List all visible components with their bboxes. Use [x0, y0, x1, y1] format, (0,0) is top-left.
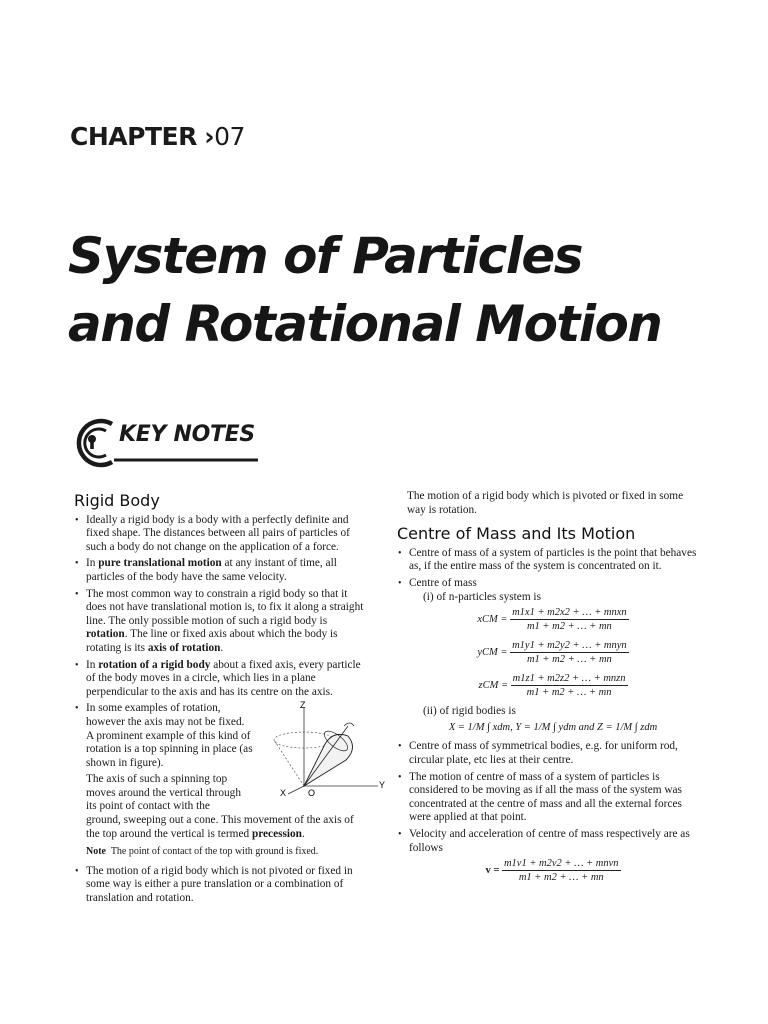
rigid-body-equation: X = 1/M ∫ xdm, Y = 1/M ∫ ydm and Z = 1/M ∫ zdm — [448, 721, 658, 733]
list-item: • Ideally a rigid body is a body with a perfectly definite and fixed shape. The distances between all pairs of particles of such a body do not change on the application of a force. — [74, 514, 366, 555]
section-heading-rigid-body: Rigid Body — [74, 491, 160, 510]
axis-y-label: Y — [379, 780, 386, 791]
chapter-label — [70, 122, 245, 151]
origin-label: O — [308, 788, 316, 797]
axis-z-label: Z — [300, 700, 306, 711]
list-item: • The motion of a rigid body which is not pivoted or fixed in some way is either a pure translation or a combination of translation and rotation. — [74, 865, 366, 906]
list-item: • Centre of mass of a system of particles is the point that behaves as, if the entire mass of the system is concentrated on it. — [397, 547, 697, 574]
xcm-equation: xCM = $\frac{\text{m1x1 + m2x2 + … + mnxn}}{m1 + m2 + \dots + mn}$ — [477, 607, 627, 633]
note: Note The point of contact of the top with ground is fixed. — [86, 846, 319, 858]
list-item: • The most common way to constrain a rigid body so that it does not have translational motion is, to fix it along a straight line. The only possible motion of such a rigid body is rotation. The line or fixed axis about which the body is rotating is its axis of rotation. — [74, 588, 366, 656]
n-particle-label: (i) of n-particles system is — [423, 590, 541, 603]
list-item: • In rotation of a rigid body about a fixed axis, every particle of the body moves in a circle, which lies in a plane perpendicular to the axis and has its centre on the axis. — [74, 659, 366, 700]
right-column — [397, 490, 697, 890]
list-item: • Velocity and acceleration of centre of mass respectively are as follows v = $\frac{\text{m1v1 + m2v2 + … + mnvn}}{m1 + m2 + \dots + mn}$ — [397, 828, 697, 884]
rigid-bodies-label: (ii) of rigid bodies is — [423, 705, 516, 718]
list-item: • The motion of centre of mass of a system of particles is considered to be moving as if all the mass of the system was concentrated at the centre of mass and all the external forces were applied at that point. — [397, 771, 697, 825]
list-item: • Centre of mass (i) of n-particles system is xCM = $\frac{\text{m1x1 + m2x2 + … + mnxn}}{m1 + m2 + \dots + mn}$ yCM = $\frac{\text{m1y1 + m2y2 + … + mnyn}}{m1 + m2 + \dots + mn}$ zCM = $\frac{\text{m1z1 + m2z2 + … + mnzn}}{m1 + m2 + \dots + mn}$ (ii) of rigid bodies is X = 1/M ∫ xdm, Y = 1/M ∫ ydm and Z = 1/M ∫ zdm — [397, 577, 697, 734]
intro-text: The motion of a rigid body which is pivoted or fixed in some way is rotation. — [407, 490, 684, 516]
chapter-number: 07 — [214, 122, 245, 151]
page-title — [68, 222, 661, 358]
list-item: • In pure translational motion at any instant of time, all particles of the body have the same velocity. — [74, 557, 366, 584]
precession-text: The axis of such a spinning top moves around the vertical through its point of contact with the — [86, 773, 241, 813]
zcm-equation: zCM = $\frac{\text{m1z1 + m2z2 + … + mnzn}}{m1 + m2 + \dots + mn}$ — [478, 673, 626, 699]
rotation-example-text: • In some examples of rotation, however the axis may not be fixed. A prominent example of this kind of rotation is a top spinning in place (as shown in figure). — [86, 702, 253, 769]
list-item: • In some examples of rotation, however the axis may not be fixed. A prominent example of this kind of rotation is a top spinning in place (as shown in figure). The axis of such a spinning top moves around the vertical through its point of contact with the Z Y X O ground, sweeping out a cone. This movement of the axis of the top around the vertical is termed precession. — [74, 702, 366, 841]
axis-x-label: X — [280, 788, 287, 797]
section-heading-centre-of-mass: Centre of Mass and Its Motion — [397, 524, 636, 544]
spinning-top-figure — [266, 700, 386, 796]
title-line-2: and Rotational Motion — [68, 295, 662, 353]
key-notes-heading: KEY NOTES — [119, 422, 255, 447]
left-column — [74, 491, 386, 909]
chevron-right-icon: › — [204, 122, 215, 151]
velocity-equation: v = $\frac{\text{m1v1 + m2v2 + … + mnvn}}{m1 + m2 + \dots + mn}$ — [485, 858, 619, 884]
chapter-word: CHAPTER — [70, 122, 197, 151]
title-line-1: System of Particles — [68, 227, 583, 285]
ycm-equation: yCM = $\frac{\text{m1y1 + m2y2 + … + mnyn}}{m1 + m2 + \dots + mn}$ — [477, 640, 627, 666]
list-item: • Centre of mass of symmetrical bodies, e.g. for uniform rod, circular plate, etc lies at their centre. — [397, 740, 697, 767]
